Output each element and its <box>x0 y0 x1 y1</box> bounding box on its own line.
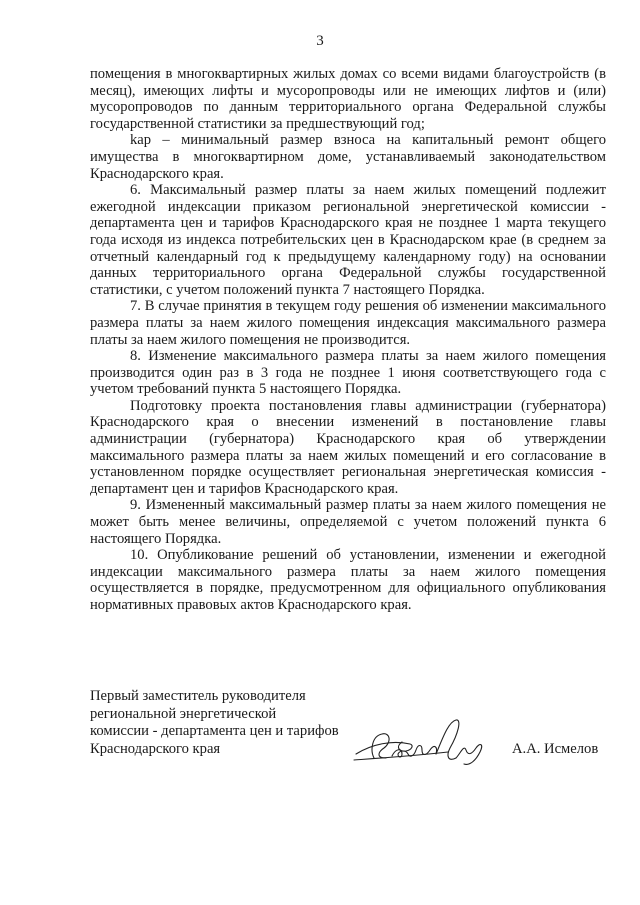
handwritten-signature <box>352 714 504 770</box>
position-line: региональной энергетической <box>90 705 277 722</box>
position-line: Краснодарского края <box>90 740 221 757</box>
paragraph: 9. Измененный максимальный размер платы за наем жилого помещения не может быть менее величины, определяемой с учетом положений пункта 6 настоящего Порядка. <box>90 497 606 547</box>
paragraph: помещения в многоквартирных жилых домах со всеми видами благоустройств (в месяц), имеющих лифты и мусоропроводы или не имеющих лифтов и (или) мусоропроводов по данным территориального органа Федеральной службы государственной статистики за предшествующий год; <box>90 66 606 132</box>
paragraph: 7. В случае принятия в текущем году решения об изменении максимального размера платы за наем жилого помещения индексация максимального размера платы за наем жилого помещения не производится. <box>90 298 606 348</box>
paragraph: Подготовку проекта постановления главы администрации (губернатора) Краснодарского края о внесении изменений в постановление главы администрации (губернатора) Краснодарского края об утверждении максимального размера платы за наем жилых помещений и его согласование в установленном порядке осуществляет региональная энергетическая комиссия - департамент цен и тарифов Краснодарского края. <box>90 397 606 497</box>
paragraph: 8. Изменение максимального размера платы за наем жилого помещения производится один раз в 3 года не позднее 1 июня соответствующего года с учетом требований пункта 5 настоящего Порядка. <box>90 348 606 398</box>
paragraph: 10. Опубликование решений об установлении, изменении и ежегодной индексации максимального размера платы за наем жилого помещения осуществляется в порядке, предусмотренном для официального опубликования нормативных правовых актов Краснодарского края. <box>90 547 606 613</box>
paragraph: 6. Максимальный размер платы за наем жилых помещений подлежит ежегодной индексации приказом региональной энергетической комиссии - департамента цен и тарифов Краснодарского края не позднее 1 марта текущего года исходя из индекса потребительских цен в Краснодарском крае (в среднем за отчетный календарный год к предыдущему календарному году) на основании данных территориального органа Федеральной службы государственной статистики, с учетом положений пункта 7 настоящего Порядка. <box>90 182 606 298</box>
signatory-position <box>90 688 390 758</box>
position-line: комиссии - департамента цен и тарифов <box>90 723 339 739</box>
page-number: 3 <box>316 33 324 49</box>
position-line: Первый заместитель руководителя <box>90 688 306 704</box>
signatory-name: А.А. Исмелов <box>512 741 599 757</box>
paragraph: kap – минимальный размер взноса на капитальный ремонт общего имущества в многоквартирном доме, устанавливаемый законодательством Краснодарского края. <box>90 132 606 182</box>
document-body <box>90 66 606 614</box>
